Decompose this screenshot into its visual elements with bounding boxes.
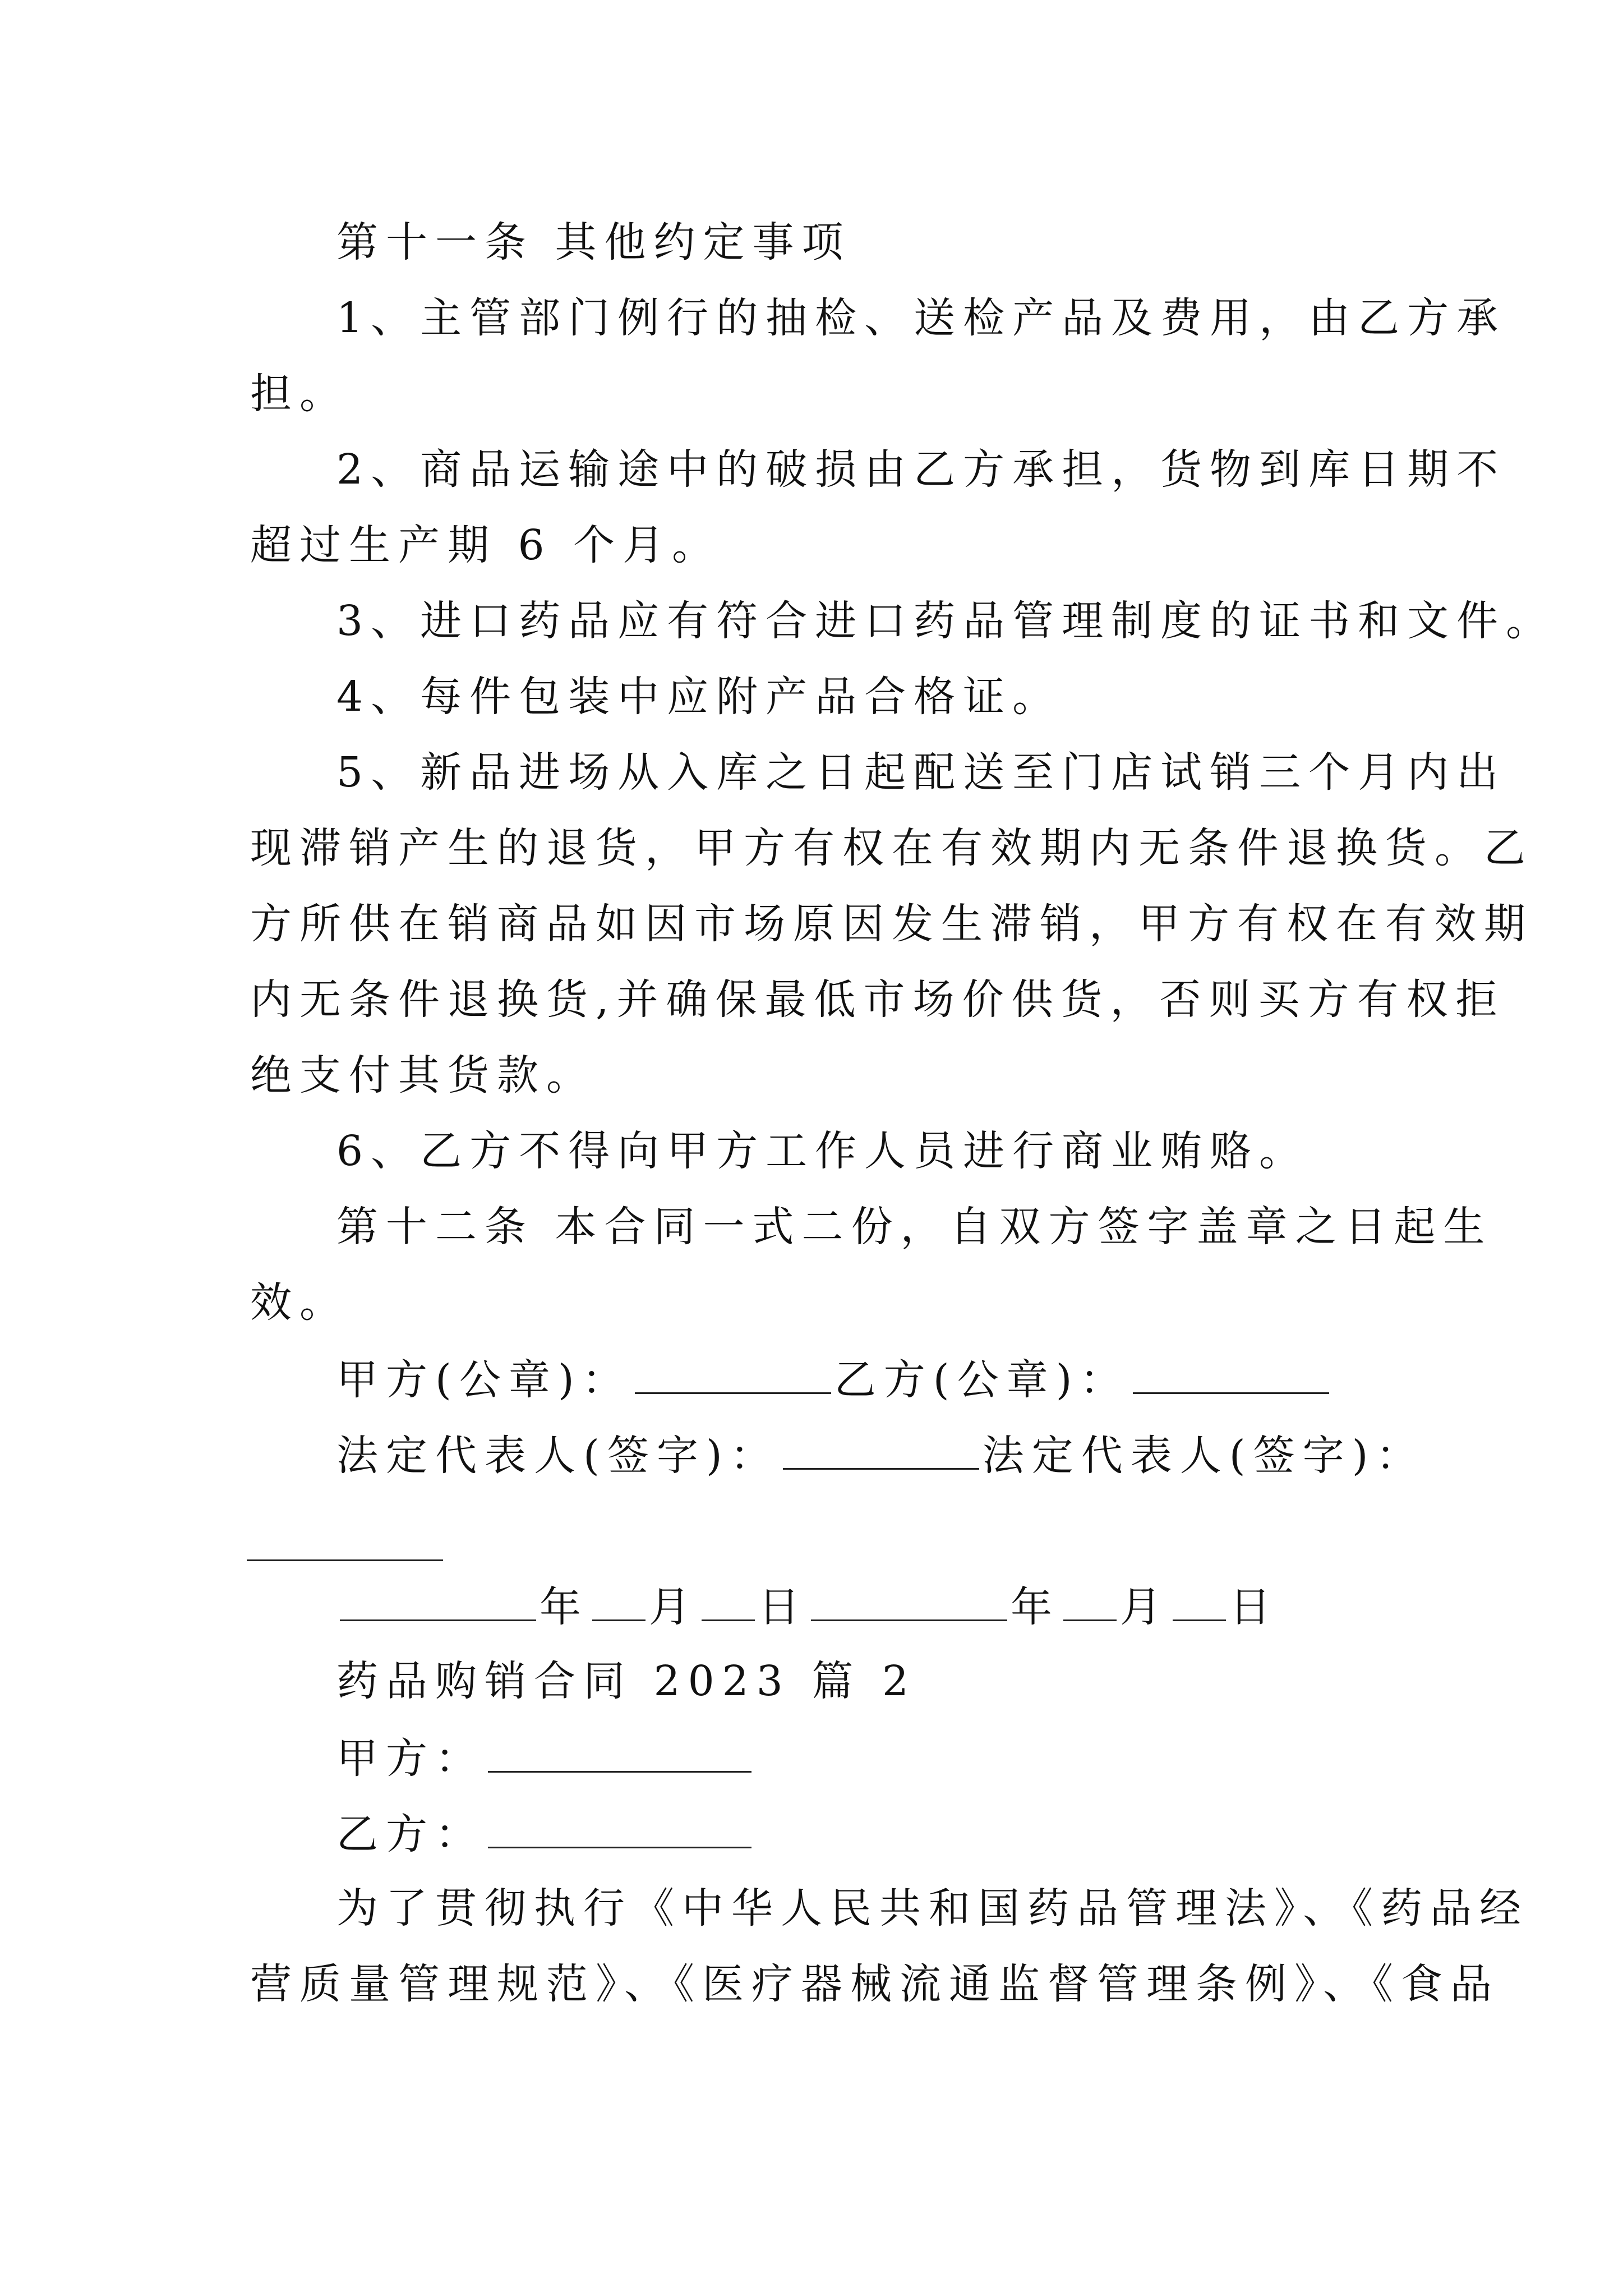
paragraph-line: 内无条件退换货,并确保最低市场价供货，否则买方有权拒 bbox=[250, 976, 1505, 1024]
paragraph-line: 方所供在销商品如因市场原因发生滞销，甲方有权在有效期 bbox=[250, 900, 1533, 948]
party-b-seal-label: 乙方(公章)： bbox=[834, 1356, 1129, 1404]
paragraph-line: 3、进口药品应有符合进口药品管理制度的证书和文件。 bbox=[336, 597, 1556, 645]
year-label: 年 bbox=[540, 1583, 589, 1631]
article-12-line: 第十二条 本合同一式二份，自双方签字盖章之日起生 bbox=[336, 1203, 1493, 1251]
party-b-line bbox=[336, 1810, 755, 1858]
day-label: 日 bbox=[758, 1583, 808, 1631]
day-b-blank[interactable] bbox=[1173, 1585, 1226, 1621]
year-label: 年 bbox=[1011, 1583, 1060, 1631]
month-a-blank[interactable] bbox=[592, 1585, 645, 1621]
paragraph-line: 4、每件包装中应附产品合格证。 bbox=[336, 673, 1062, 721]
paragraph-line: 担。 bbox=[250, 370, 349, 418]
month-label: 月 bbox=[649, 1583, 698, 1631]
party-b-blank[interactable] bbox=[488, 1812, 751, 1848]
month-b-blank[interactable] bbox=[1063, 1585, 1117, 1621]
paragraph-line: 2、商品运输途中的破损由乙方承担，货物到库日期不 bbox=[336, 445, 1506, 494]
paragraph-line: 现滞销产生的退货，甲方有权在有效期内无条件退换货。乙 bbox=[250, 824, 1533, 872]
intro-line: 为了贯彻执行《中华人民共和国药品管理法》、《药品经 bbox=[336, 1884, 1529, 1932]
section-2-title: 药品购销合同 2023 篇 2 bbox=[336, 1657, 916, 1705]
intro-line: 营质量管理规范》、《医疗器械流通监督管理条例》、《食品 bbox=[250, 1960, 1500, 2008]
party-a-blank[interactable] bbox=[488, 1736, 751, 1773]
paragraph-line: 5、新品进场从入库之日起配送至门店试销三个月内出 bbox=[336, 748, 1506, 797]
rep-b-blank[interactable] bbox=[247, 1559, 443, 1561]
paragraph-line: 1、主管部门例行的抽检、送检产品及费用，由乙方承 bbox=[336, 294, 1506, 342]
party-a-seal-label: 甲方(公章)： bbox=[336, 1356, 631, 1404]
paragraph-line: 效。 bbox=[250, 1278, 349, 1327]
rep-b-label: 法定代表人(签字)： bbox=[982, 1432, 1426, 1480]
month-label: 月 bbox=[1120, 1583, 1169, 1631]
paragraph-line: 6、乙方不得向甲方工作人员进行商业贿赂。 bbox=[336, 1127, 1309, 1175]
party-b-label: 乙方： bbox=[336, 1810, 485, 1858]
representative-line bbox=[336, 1432, 1426, 1480]
paragraph-line: 超过生产期 6 个月。 bbox=[250, 521, 722, 569]
day-a-blank[interactable] bbox=[702, 1585, 755, 1621]
year-a-blank[interactable] bbox=[340, 1585, 536, 1621]
rep-a-label: 法定代表人(签字)： bbox=[336, 1432, 780, 1480]
party-a-label: 甲方： bbox=[336, 1734, 485, 1783]
paragraph-line: 绝支付其货款。 bbox=[250, 1051, 596, 1099]
article-11-heading: 第十一条 其他约定事项 bbox=[336, 218, 851, 266]
seal-line bbox=[336, 1356, 1332, 1404]
party-a-line bbox=[336, 1734, 755, 1783]
rep-a-blank[interactable] bbox=[783, 1433, 979, 1470]
date-line bbox=[336, 1583, 1279, 1631]
party-b-seal-blank[interactable] bbox=[1133, 1358, 1329, 1394]
day-label: 日 bbox=[1229, 1583, 1279, 1631]
year-b-blank[interactable] bbox=[811, 1585, 1007, 1621]
party-a-seal-blank[interactable] bbox=[635, 1358, 831, 1394]
